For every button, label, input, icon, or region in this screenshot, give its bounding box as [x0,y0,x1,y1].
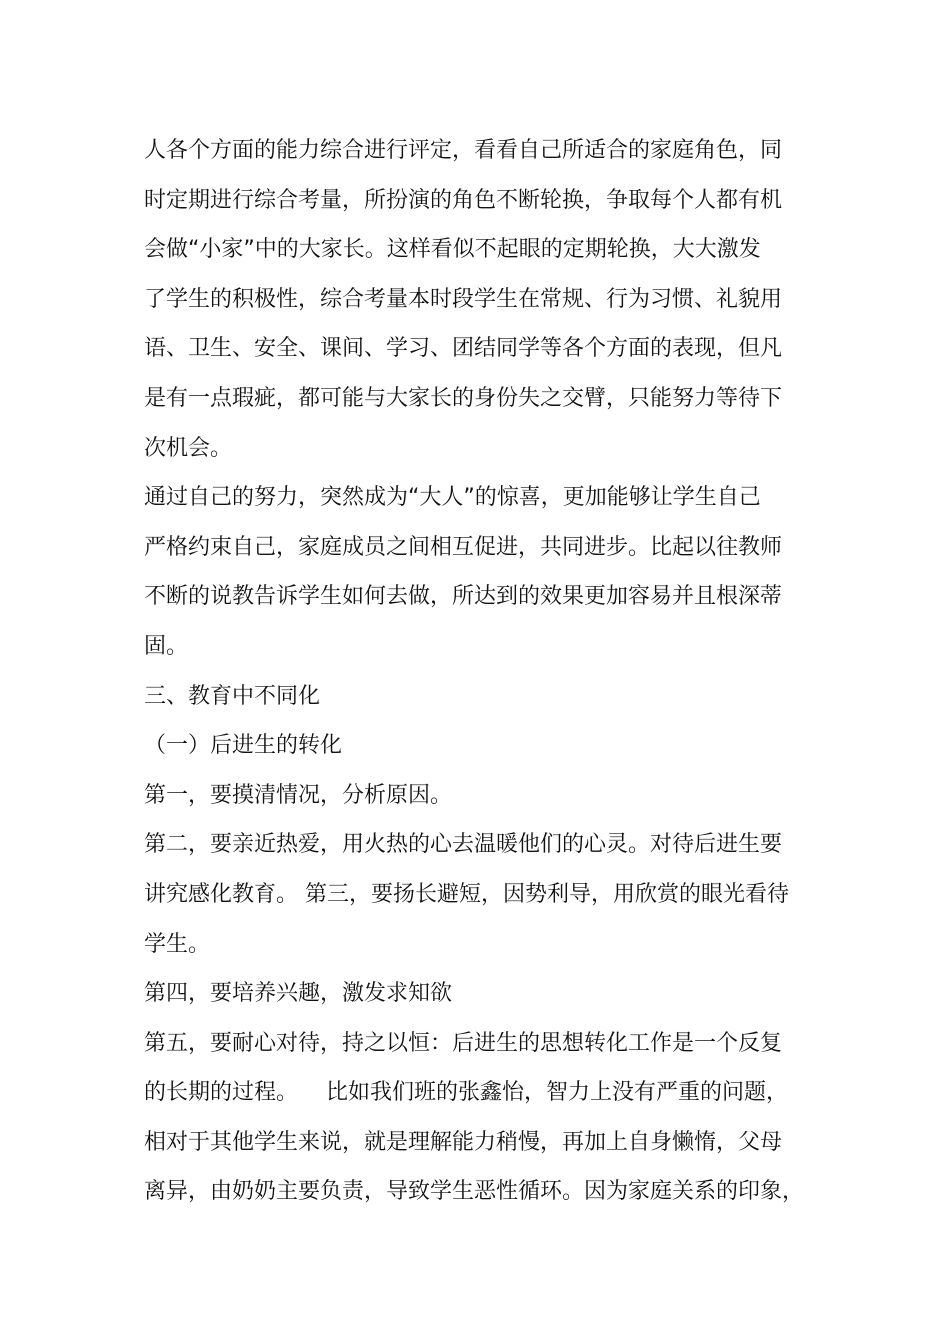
text-line: 第二，要亲近热爱，用火热的心去温暖他们的心灵。对待后进生要 [144,832,783,858]
section-heading: 三、教育中不同化 [144,683,321,709]
text-line: 次机会。 [144,435,233,461]
text-line: 会做“小家”中的大家长。这样看似不起眼的定期轮换，大大激发 [144,237,761,263]
text-line: 离异，由奶奶主要负责，导致学生恶性循环。因为家庭关系的印象， [144,1179,805,1205]
text-line: 了学生的积极性，综合考量本时段学生在常规、行为习惯、礼貌用 [144,286,783,312]
text-line: 第五，要耐心对待，持之以恒：后进生的思想转化工作是一个反复 [144,1030,783,1056]
text-line: 通过自己的努力，突然成为“大人”的惊喜，更加能够让学生自己 [144,485,761,511]
text-line: 第一，要摸清情况，分析原因。 [144,782,453,808]
text-line: 的长期的过程。 比如我们班的张鑫怡，智力上没有严重的问题， [144,1080,788,1106]
text-line: 相对于其他学生来说，就是理解能力稍慢，再加上自身懒惰，父母 [144,1129,783,1155]
text-line: 是有一点瑕疵，都可能与大家长的身份失之交臂，只能努力等待下 [144,385,783,411]
text-line: 严格约束自己，家庭成员之间相互促进，共同进步。比起以往教师 [144,534,783,560]
text-line: 第四，要培养兴趣，激发求知欲 [144,981,453,1007]
text-line: 人各个方面的能力综合进行评定，看看自己所适合的家庭角色，同 [144,138,783,163]
text-line: 语、卫生、安全、课间、学习、团结同学等各个方面的表现，但凡 [144,336,783,362]
text-line: 时定期进行综合考量，所扮演的角色不断轮换，争取每个人都有机 [144,187,783,213]
document-body [144,126,824,1217]
text-line: 固。 [144,633,189,659]
text-line: 学生。 [144,931,211,957]
text-line: 讲究感化教育。 第三，要扬长避短，因势利导，用欣赏的眼光看待 [144,881,789,907]
text-line: 不断的说教告诉学生如何去做，所达到的效果更加容易并且根深蒂 [144,584,783,610]
subsection-heading: （一）后进生的转化 [144,733,343,759]
